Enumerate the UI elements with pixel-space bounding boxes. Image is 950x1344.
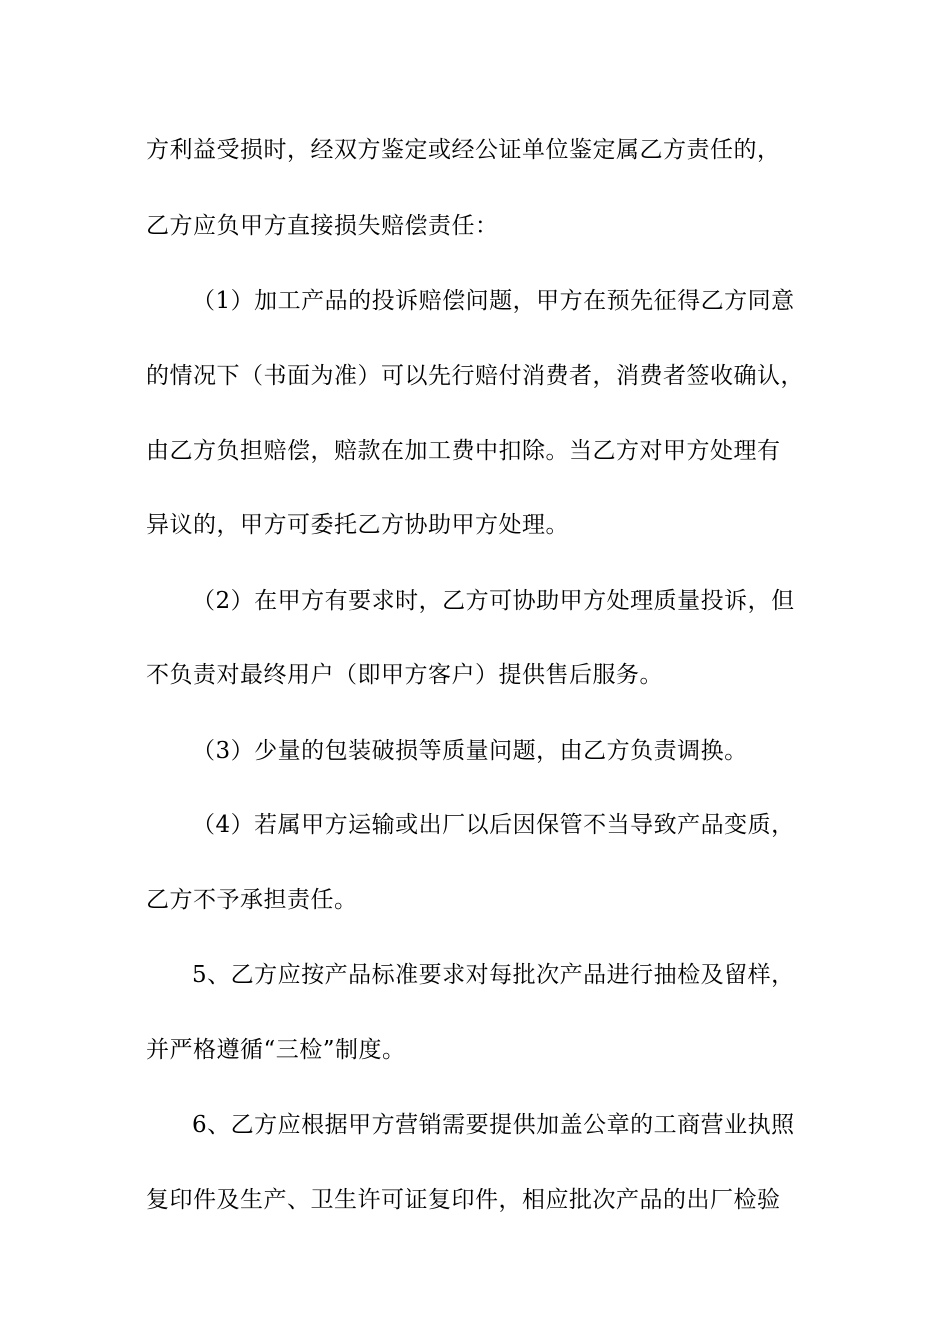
text-line: 由乙方负担赔偿，赔款在加工费中扣除。当乙方对甲方处理有 (146, 438, 781, 464)
text-line: 乙方应负甲方直接损失赔偿责任： (146, 213, 499, 239)
text-line: 异议的，甲方可委托乙方协助甲方处理。 (146, 512, 569, 538)
text-line: 复印件及生产、卫生许可证复印件，相应批次产品的出厂检验 (146, 1187, 781, 1213)
text-line: （1）加工产品的投诉赔偿问题，甲方在预先征得乙方同意 (192, 288, 795, 314)
text-line: （3）少量的包装破损等质量问题，由乙方负责调换。 (192, 738, 748, 764)
text-line: （2）在甲方有要求时，乙方可协助甲方处理质量投诉，但 (192, 588, 795, 614)
text-line: 的情况下（书面为准）可以先行赔付消费者，消费者签收确认， (146, 363, 804, 389)
text-line: 5、乙方应按产品标准要求对每批次产品进行抽检及留样， (192, 962, 795, 988)
text-line: 方利益受损时，经双方鉴定或经公证单位鉴定属乙方责任的， (146, 137, 781, 163)
text-line: 6、乙方应根据甲方营销需要提供加盖公章的工商营业执照 (192, 1112, 795, 1138)
text-line: 并严格遵循“三检”制度。 (146, 1037, 406, 1063)
text-line: （4）若属甲方运输或出厂以后因保管不当导致产品变质， (192, 812, 795, 838)
text-line: 不负责对最终用户（即甲方客户）提供售后服务。 (146, 662, 663, 688)
text-line: 乙方不予承担责任。 (146, 887, 358, 913)
